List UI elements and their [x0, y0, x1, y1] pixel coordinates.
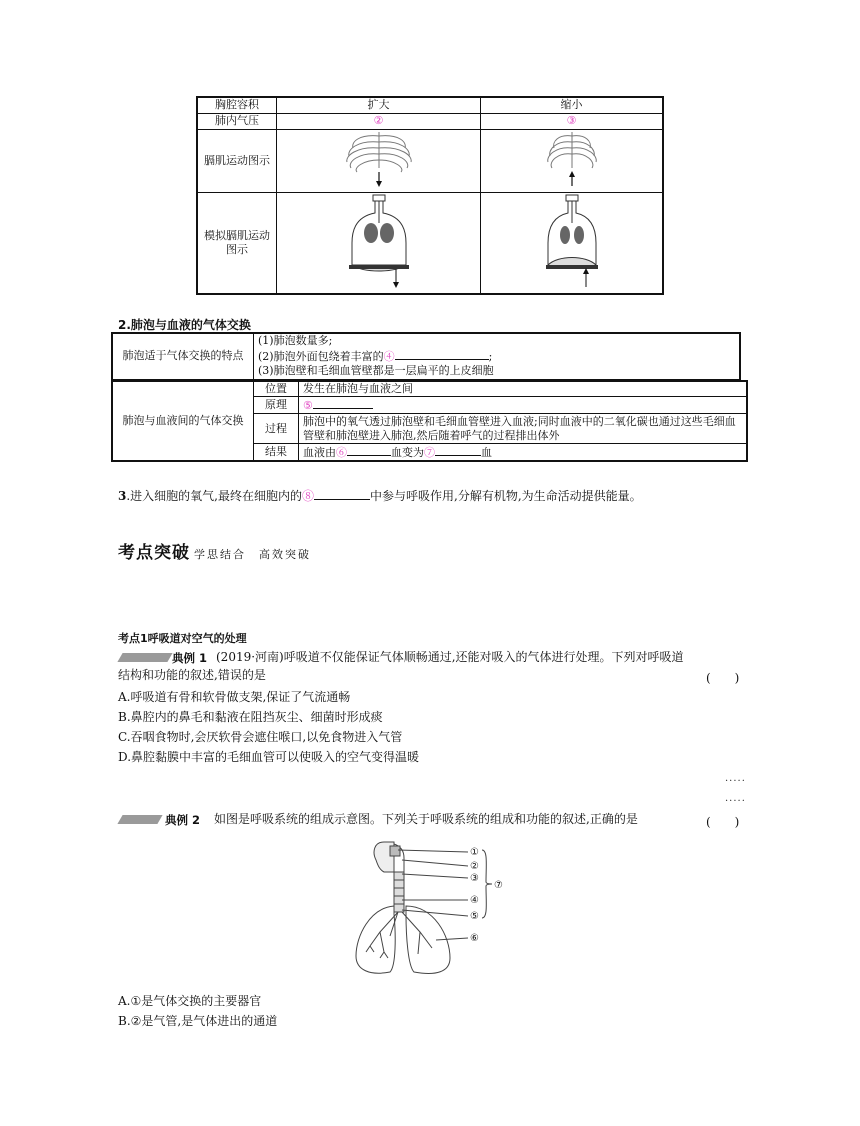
item-principle-value: ⑤	[299, 397, 748, 414]
blank-4	[395, 348, 489, 360]
row1-label: 肺泡适于气体交换的特点	[112, 333, 254, 379]
label-3: ③	[470, 873, 479, 884]
example-1-head: 典例 1	[172, 651, 208, 665]
t1-label-diaphragm: 膈肌运动图示	[197, 129, 277, 192]
section3-text: 3.进入细胞的氧气,最终在细胞内的⑧ 中参与呼吸作用,分解有机物,为生命活动提供能量。	[118, 489, 642, 503]
dots-1: ·····	[725, 776, 746, 787]
dots-2: ·····	[725, 796, 746, 807]
example-2-option-b: B.②是气管,是气体进出的通道	[118, 1014, 278, 1028]
bell-jar-exhale-figure	[481, 192, 664, 294]
bell-jar-inhale-figure	[277, 192, 481, 294]
row2-label: 肺泡与血液间的气体交换	[112, 381, 254, 461]
label-6: ⑥	[470, 933, 479, 944]
example-2-paren: ( )	[706, 815, 740, 829]
item-position-value: 发生在肺泡与血液之间	[299, 381, 748, 397]
item-principle-key: 原理	[254, 397, 299, 414]
example-1-option-b: B.鼻腔内的鼻毛和黏液在阻挡灰尘、细菌时形成痰	[118, 710, 383, 724]
label-1: ①	[470, 847, 479, 858]
example-1-option-d: D.鼻腔黏膜中丰富的毛细血管可以使吸入的空气变得温暖	[118, 750, 420, 764]
feature-2: (2)肺泡外面包绕着丰富的④ ;	[258, 350, 493, 364]
t1-shrink: 缩小	[481, 97, 664, 113]
kaodian-1-title: 考点1呼吸道对空气的处理	[118, 632, 247, 645]
t1-label-volume: 胸腔容积	[197, 97, 277, 113]
example-1-stem-1: (2019·河南)呼吸道不仅能保证气体顺畅通过,还能对吸入的气体进行处理。下列对呼吸道	[216, 650, 684, 664]
label-7: ⑦	[494, 880, 503, 891]
bell-jar-icon	[542, 193, 602, 289]
thorax-table	[196, 96, 664, 295]
section2-heading: 2.肺泡与血液的气体交换	[118, 318, 251, 332]
ribcage-inhale-figure	[277, 129, 481, 192]
gas-exchange-table	[111, 380, 748, 462]
example-1-stem-2: 结构和功能的叙述,错误的是	[118, 668, 266, 682]
respiratory-system-diagram	[350, 836, 520, 980]
feature-3: (3)肺泡壁和毛细血管壁都是一层扁平的上皮细胞	[258, 364, 494, 378]
t1-expand: 扩大	[277, 97, 481, 113]
ribcage-exhale-figure	[481, 129, 664, 192]
item-position-key: 位置	[254, 381, 299, 397]
item-result-key: 结果	[254, 444, 299, 462]
example-bar	[117, 653, 172, 662]
ribcage-icon	[542, 130, 602, 188]
example-1-option-a: A.呼吸道有骨和软骨做支架,保证了气流通畅	[118, 690, 351, 704]
t1-blank-3: ③	[481, 113, 664, 129]
item-process-value: 肺泡中的氧气透过肺泡壁和毛细血管壁进入血液;同时血液中的二氧化碳也通过这些毛细血管壁和肺泡壁进入肺泡,然后随着呼气的过程排出体外	[299, 414, 748, 444]
example-2-stem: 如图是呼吸系统的组成示意图。下列关于呼吸系统的组成和功能的叙述,正确的是	[214, 812, 638, 826]
blank-4-mark: ④	[383, 350, 395, 364]
blank-8	[314, 488, 370, 500]
t1-blank-2: ②	[277, 113, 481, 129]
label-5: ⑤	[470, 911, 479, 922]
item-process-key: 过程	[254, 414, 299, 444]
kaodian-heading: 考点突破 学思结合 高效突破	[118, 543, 311, 563]
example-bar	[117, 815, 162, 824]
example-2-option-a: A.①是气体交换的主要器官	[118, 994, 262, 1008]
t1-label-model: 模拟膈肌运动图示	[197, 192, 277, 294]
example-1-option-c: C.吞咽食物时,会厌软骨会遮住喉口,以免食物进入气管	[118, 730, 403, 744]
alveoli-features-table	[111, 332, 741, 380]
feature-1: (1)肺泡数量多;	[258, 334, 333, 348]
label-2: ②	[470, 861, 479, 872]
item-result-value: 血液由⑥ 血变为⑦ 血	[299, 444, 748, 462]
example-1-paren: ( )	[706, 671, 740, 685]
example-2-head: 典例 2	[165, 813, 201, 827]
t1-label-pressure: 肺内气压	[197, 113, 277, 129]
blank-8-mark: ⑧	[302, 489, 315, 503]
ribcage-icon	[339, 130, 419, 188]
label-4: ④	[470, 895, 479, 906]
bell-jar-icon	[344, 193, 414, 289]
